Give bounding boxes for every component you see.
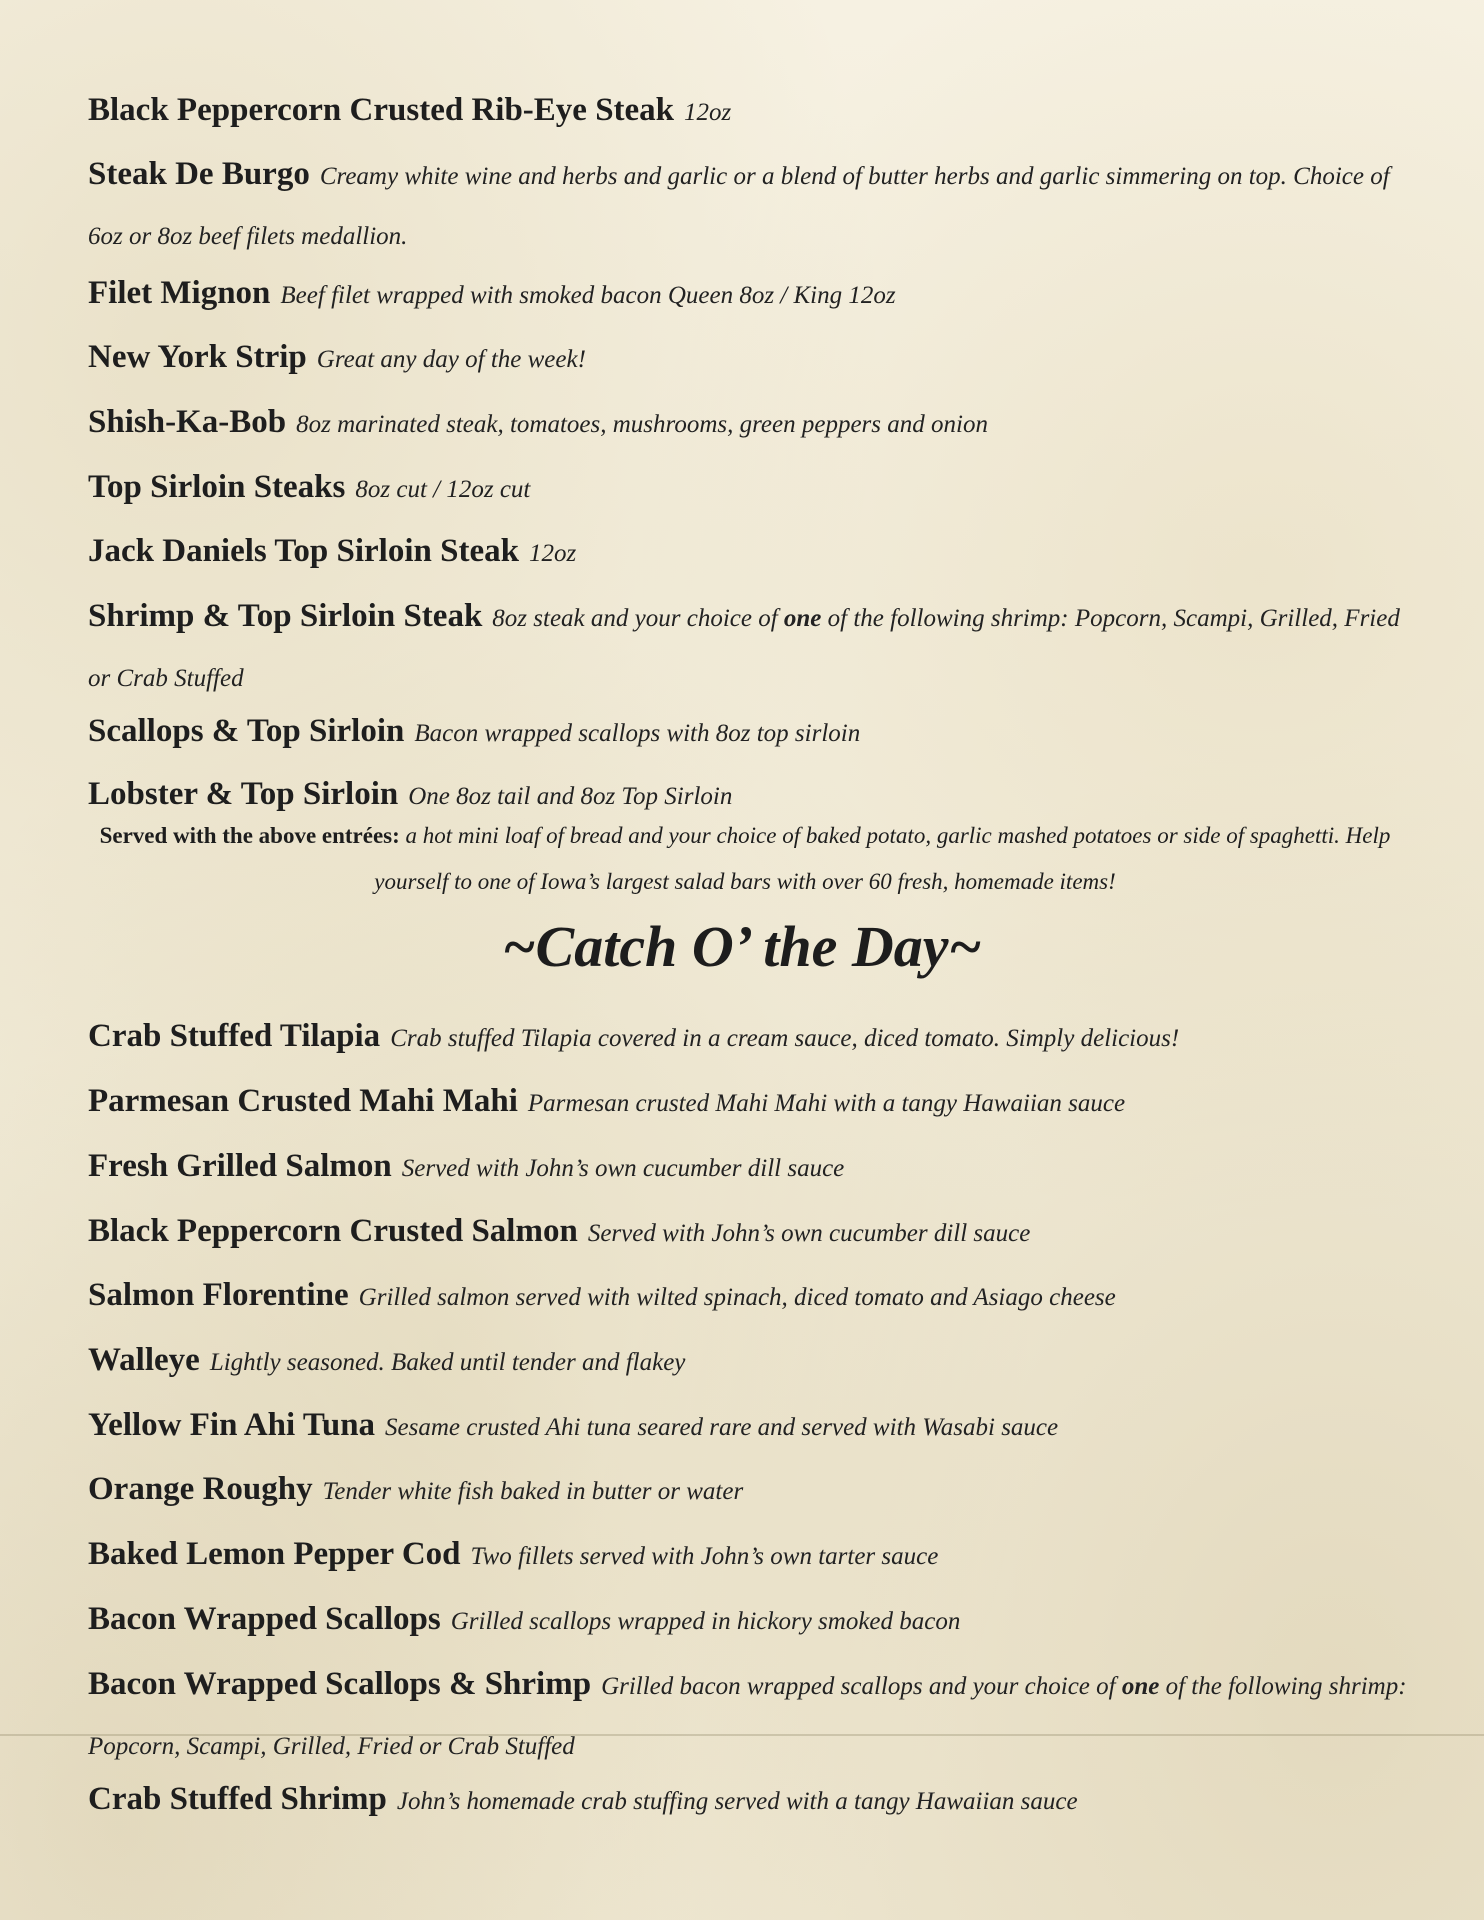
item-description: Two fillets served with John’s own tarter sauce bbox=[470, 1543, 939, 1570]
item-name: Scallops & Top Sirloin bbox=[88, 713, 405, 749]
menu-item-scallops-top-sirloin bbox=[88, 703, 1408, 765]
item-description: Grilled bacon wrapped scallops and your choice of one of the following shrimp: Popcorn, Scampi, Grilled, Fried or Crab Stuffed bbox=[88, 1673, 1407, 1760]
item-name: Shish-Ka-Bob bbox=[88, 404, 287, 440]
served-with-label: Served with the above entrées: bbox=[99, 823, 400, 848]
item-name: Bacon Wrapped Scallops & Shrimp bbox=[88, 1666, 592, 1702]
menu-item-new-york-strip bbox=[88, 329, 1408, 391]
menu-item-orange-roughy bbox=[88, 1461, 1408, 1523]
item-name: Filet Mignon bbox=[88, 275, 271, 311]
item-description: Creamy white wine and herbs and garlic or a blend of butter herbs and garlic simmering on top. Choice of 6oz or 8oz beef filets medallion. bbox=[88, 163, 1390, 250]
item-description: John’s homemade crab stuffing served with a tangy Hawaiian sauce bbox=[396, 1788, 1078, 1815]
item-description: Lightly seasoned. Baked until tender and flakey bbox=[209, 1349, 686, 1376]
item-description: 8oz steak and your choice of one of the following shrimp: Popcorn, Scampi, Grilled, Fried or Crab Stuffed bbox=[88, 605, 1400, 692]
item-name: New York Strip bbox=[88, 339, 307, 375]
item-name: Baked Lemon Pepper Cod bbox=[88, 1536, 461, 1572]
menu-item-bacon-wrapped-scallops bbox=[88, 1591, 1408, 1653]
item-description: 8oz cut / 12oz cut bbox=[355, 476, 531, 503]
item-name: Black Peppercorn Crusted Rib-Eye Steak bbox=[88, 92, 675, 128]
menu-item-crab-stuffed-shrimp bbox=[88, 1771, 1408, 1833]
item-description: 12oz bbox=[684, 99, 732, 126]
item-name: Parmesan Crusted Mahi Mahi bbox=[88, 1083, 518, 1119]
menu-item-ribeye bbox=[88, 82, 1408, 144]
menu-item-shish-ka-bob bbox=[88, 394, 1408, 456]
item-description: Sesame crusted Ahi tuna seared rare and served with Wasabi sauce bbox=[385, 1414, 1059, 1441]
item-description: Grilled scallops wrapped in hickory smoked bacon bbox=[450, 1608, 961, 1635]
menu-item-shrimp-top-sirloin bbox=[88, 588, 1408, 710]
item-description: Beef filet wrapped with smoked bacon Queen 8oz / King 12oz bbox=[280, 282, 896, 309]
menu-item-peppercorn-salmon bbox=[88, 1203, 1408, 1265]
menu-item-jack-daniels-sirloin bbox=[88, 523, 1408, 585]
item-description: Parmesan crusted Mahi Mahi with a tangy Hawaiian sauce bbox=[527, 1090, 1126, 1117]
item-name: Crab Stuffed Tilapia bbox=[88, 1018, 381, 1054]
item-description: Grilled salmon served with wilted spinach, diced tomato and Asiago cheese bbox=[358, 1284, 1116, 1311]
item-description: Tender white fish baked in butter or water bbox=[322, 1478, 744, 1505]
item-name: Fresh Grilled Salmon bbox=[88, 1148, 392, 1184]
menu-item-top-sirloin-steaks bbox=[88, 459, 1408, 521]
served-with-text: a hot mini loaf of bread and your choice of baked potato, garlic mashed potatoes or side of spaghetti. Help yourself to one of Iowa’s largest salad bars with over 60 fresh, homemade items! bbox=[374, 823, 1391, 894]
menu-item-parmesan-mahi-mahi bbox=[88, 1073, 1408, 1135]
menu-item-steak-de-burgo bbox=[88, 146, 1408, 268]
item-name: Salmon Florentine bbox=[88, 1277, 349, 1313]
menu-item-salmon-florentine bbox=[88, 1267, 1408, 1329]
item-name: Crab Stuffed Shrimp bbox=[88, 1781, 387, 1817]
item-name: Top Sirloin Steaks bbox=[88, 469, 346, 505]
item-description: One 8oz tail and 8oz Top Sirloin bbox=[408, 783, 733, 810]
item-description: Served with John’s own cucumber dill sauce bbox=[587, 1220, 1031, 1247]
item-description: 8oz marinated steak, tomatoes, mushrooms, green peppers and onion bbox=[296, 411, 988, 438]
menu-item-crab-stuffed-tilapia bbox=[88, 1008, 1408, 1070]
item-description: Served with John’s own cucumber dill sauce bbox=[401, 1155, 845, 1182]
menu-item-fresh-grilled-salmon bbox=[88, 1138, 1408, 1200]
item-description: Crab stuffed Tilapia covered in a cream sauce, diced tomato. Simply delicious! bbox=[390, 1025, 1180, 1052]
item-description: 12oz bbox=[528, 540, 577, 567]
item-name: Bacon Wrapped Scallops bbox=[88, 1601, 441, 1637]
item-description: Bacon wrapped scallops with 8oz top sirloin bbox=[414, 720, 861, 747]
menu-item-walleye bbox=[88, 1332, 1408, 1394]
served-with-note bbox=[80, 813, 1410, 905]
item-name: Jack Daniels Top Sirloin Steak bbox=[88, 533, 519, 569]
item-name: Orange Roughy bbox=[88, 1471, 313, 1507]
item-name: Shrimp & Top Sirloin Steak bbox=[88, 598, 483, 634]
menu-item-filet-mignon bbox=[88, 265, 1408, 327]
item-name: Walleye bbox=[88, 1342, 200, 1378]
menu-item-ahi-tuna bbox=[88, 1397, 1408, 1459]
item-name: Steak De Burgo bbox=[88, 156, 310, 192]
section-title: ~Catch O’ the Day~ bbox=[502, 914, 982, 979]
item-name: Yellow Fin Ahi Tuna bbox=[88, 1407, 376, 1443]
menu-item-scallops-and-shrimp bbox=[88, 1656, 1408, 1778]
item-name: Black Peppercorn Crusted Salmon bbox=[88, 1213, 578, 1249]
item-name: Lobster & Top Sirloin bbox=[88, 776, 399, 812]
item-description: Great any day of the week! bbox=[316, 346, 586, 373]
menu-item-lemon-pepper-cod bbox=[88, 1526, 1408, 1588]
